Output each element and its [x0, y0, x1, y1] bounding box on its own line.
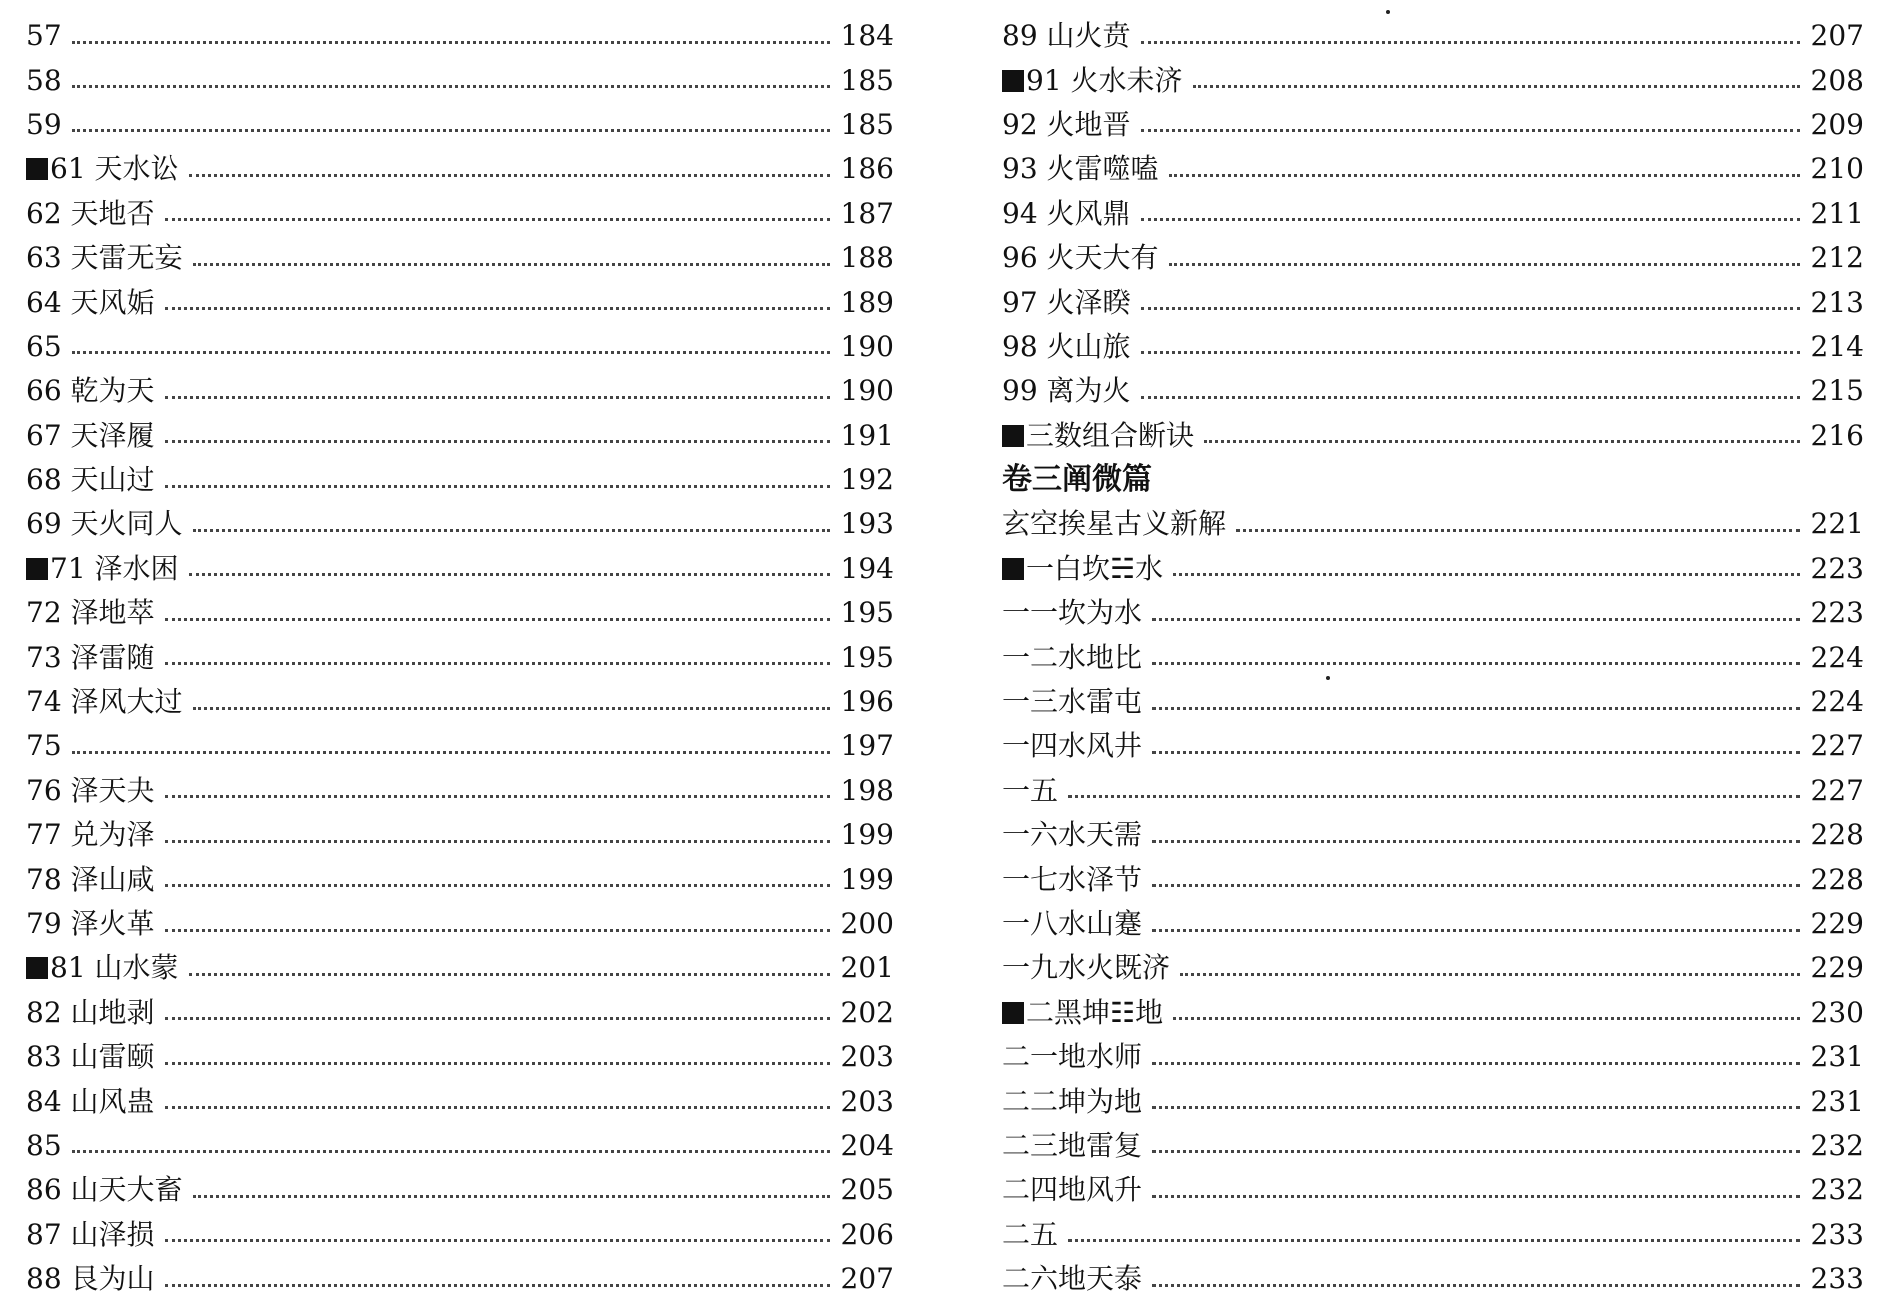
- toc-entry-title: 79 泽火革: [26, 907, 155, 940]
- toc-entry-label: [1002, 551, 1164, 585]
- toc-entry: [26, 769, 894, 813]
- dot-leader: [1141, 41, 1800, 44]
- dot-leader: [1152, 929, 1800, 932]
- toc-entry: [26, 680, 894, 724]
- toc-entry-label: [26, 596, 155, 630]
- dot-leader: [165, 396, 830, 399]
- dot-leader: [1173, 573, 1800, 576]
- toc-entry-label: [26, 1173, 183, 1207]
- toc-entry-label: [1002, 907, 1143, 940]
- toc-page-number: 203: [840, 1084, 894, 1118]
- toc-page-number: 230: [1810, 995, 1864, 1029]
- toc-entry: [1002, 325, 1864, 369]
- toc-entry-label: [26, 241, 183, 275]
- dot-leader: [1169, 263, 1800, 266]
- toc-page-number: 231: [1810, 1040, 1864, 1074]
- toc-left-column: [26, 14, 894, 1301]
- toc-entry: [26, 502, 894, 546]
- toc-entry: [1002, 946, 1864, 990]
- dot-leader: [165, 1239, 830, 1242]
- toc-entry-label: [1002, 152, 1159, 186]
- toc-page-number: 204: [840, 1128, 894, 1162]
- toc-entry: [1002, 192, 1864, 236]
- dot-leader: [189, 973, 830, 976]
- toc-page-number: 214: [1810, 329, 1864, 363]
- toc-entry: [26, 103, 894, 147]
- toc-entry-label: [26, 152, 179, 186]
- toc-entry-title: 二二坤为地: [1002, 1084, 1143, 1118]
- toc-entry-title: 86 山天大畜: [26, 1173, 183, 1207]
- dot-leader: [1169, 174, 1800, 177]
- toc-entry: [1002, 1124, 1864, 1168]
- toc-entry: [1002, 1168, 1864, 1212]
- toc-page-number: 232: [1810, 1173, 1864, 1207]
- dot-leader: [165, 218, 830, 221]
- toc-entry-title: 87 山泽损: [26, 1217, 155, 1251]
- dot-leader: [1236, 529, 1800, 532]
- black-square-marker-icon: [1002, 558, 1024, 580]
- toc-entry: [26, 192, 894, 236]
- toc-entry-title: 66 乾为天: [26, 374, 155, 408]
- toc-entry-label: [1002, 596, 1143, 630]
- toc-entry-title: 61 天水讼: [50, 152, 179, 186]
- toc-entry: [1002, 635, 1864, 679]
- toc-page-number: 213: [1810, 285, 1864, 319]
- toc-entry-title: 97 火泽睽: [1002, 285, 1131, 319]
- toc-entry: [1002, 280, 1864, 324]
- toc-entry-title: 84 山风蛊: [26, 1084, 155, 1118]
- toc-entry: [26, 280, 894, 324]
- toc-page-number: 200: [840, 907, 894, 940]
- toc-entry-title: 一六水天需: [1002, 818, 1143, 852]
- toc-entry: [1002, 58, 1864, 102]
- dot-leader: [193, 263, 830, 266]
- toc-entry: [1002, 1213, 1864, 1257]
- toc-entry: [1002, 147, 1864, 191]
- toc-entry-title: 68 天山过: [26, 463, 155, 497]
- toc-page-number: 207: [1810, 19, 1864, 53]
- toc-entry: [26, 1213, 894, 1257]
- toc-page-number: 233: [1810, 1217, 1864, 1251]
- toc-entry: [1002, 14, 1864, 58]
- dot-leader: [189, 573, 830, 576]
- toc-entry: [26, 547, 894, 591]
- toc-entry-label: [1002, 1262, 1143, 1296]
- dot-leader: [165, 307, 830, 310]
- toc-entry-title: 二黑坤☷地: [1026, 995, 1164, 1029]
- toc-entry-label: [1002, 1040, 1143, 1074]
- toc-page-number: 195: [840, 640, 894, 674]
- toc-entry-label: [26, 640, 155, 674]
- dot-leader: [1152, 884, 1800, 887]
- dot-leader: [72, 85, 830, 88]
- toc-page-number: 229: [1810, 951, 1864, 985]
- toc-entry-label: [1002, 329, 1131, 363]
- toc-entry-title: 94 火风鼎: [1002, 196, 1131, 230]
- toc-entry-label: [1002, 418, 1195, 452]
- black-square-marker-icon: [26, 957, 48, 979]
- toc-page-number: 232: [1810, 1128, 1864, 1162]
- toc-page-number: 227: [1810, 773, 1864, 807]
- toc-entry-label: [1002, 196, 1131, 230]
- dot-leader: [1152, 1062, 1800, 1065]
- toc-entry-title: 69 天火同人: [26, 507, 183, 541]
- dot-leader: [193, 1195, 830, 1198]
- toc-entry: [26, 591, 894, 635]
- toc-entry-label: [1002, 374, 1131, 408]
- toc-entry: [26, 147, 894, 191]
- dot-leader: [165, 929, 830, 932]
- toc-entry: [26, 369, 894, 413]
- toc-entry: [26, 1035, 894, 1079]
- toc-page-number: 212: [1810, 241, 1864, 275]
- toc-entry-label: [1002, 285, 1131, 319]
- toc-page-number: 228: [1810, 862, 1864, 896]
- toc-entry-label: [1002, 19, 1131, 53]
- toc-entry: [26, 1168, 894, 1212]
- toc-entry-title: 98 火山旅: [1002, 329, 1131, 363]
- toc-entry: [26, 14, 894, 58]
- dot-leader: [1152, 751, 1800, 754]
- toc-entry-title: 59: [26, 107, 62, 141]
- black-square-marker-icon: [26, 558, 48, 580]
- toc-page-number: 190: [840, 374, 894, 408]
- toc-entry: [26, 236, 894, 280]
- toc-entry-label: [26, 1262, 155, 1296]
- toc-entry-title: 62 天地否: [26, 196, 155, 230]
- toc-entry-title: 64 天风姤: [26, 285, 155, 319]
- toc-page-number: 190: [840, 329, 894, 363]
- toc-entry-title: 一四水风井: [1002, 729, 1143, 763]
- toc-page-number: 202: [840, 995, 894, 1029]
- toc-entry-title: 一一坎为水: [1002, 596, 1143, 630]
- toc-entry-title: 92 火地晋: [1002, 107, 1131, 141]
- toc-entry: [1002, 991, 1864, 1035]
- toc-entry-label: [1002, 107, 1131, 141]
- toc-entry-title: 85: [26, 1128, 62, 1162]
- dot-leader: [165, 884, 830, 887]
- dot-leader: [1152, 1150, 1800, 1153]
- toc-entry: [26, 1257, 894, 1301]
- dot-leader: [165, 1062, 830, 1065]
- dot-leader: [165, 440, 830, 443]
- toc-entry-label: [1002, 685, 1143, 719]
- toc-entry: [1002, 591, 1864, 635]
- toc-entry-title: 一八水山蹇: [1002, 907, 1143, 940]
- toc-entry-label: [26, 1084, 155, 1118]
- dot-leader: [1152, 840, 1800, 843]
- toc-entry-label: [1002, 241, 1159, 275]
- black-square-marker-icon: [26, 158, 48, 180]
- toc-page-number: 221: [1810, 507, 1864, 541]
- toc-entry-title: 71 泽水困: [50, 551, 179, 585]
- toc-page-number: 197: [840, 729, 894, 763]
- toc-entry-label: [1002, 862, 1143, 896]
- toc-page-number: 209: [1810, 107, 1864, 141]
- toc-entry-label: [26, 685, 183, 719]
- toc-entry-title: 玄空挨星古义新解: [1002, 507, 1227, 541]
- toc-entry-title: 77 兑为泽: [26, 818, 155, 852]
- toc-entry-title: 91 火水未济: [1026, 63, 1183, 97]
- dot-leader: [193, 707, 830, 710]
- toc-entry: [1002, 547, 1864, 591]
- toc-entry: [26, 58, 894, 102]
- toc-entry-label: [26, 507, 183, 541]
- toc-entry-label: [1002, 729, 1143, 763]
- toc-entry-title: 67 天泽履: [26, 418, 155, 452]
- toc-page-number: 223: [1810, 551, 1864, 585]
- toc-entry-label: [26, 19, 62, 53]
- toc-entry-label: [26, 329, 62, 363]
- toc-entry-title: 一三水雷屯: [1002, 685, 1143, 719]
- toc-entry: [26, 458, 894, 502]
- toc-entry-title: 78 泽山咸: [26, 862, 155, 896]
- toc-entry-label: [26, 463, 155, 497]
- toc-page-number: 201: [840, 951, 894, 985]
- toc-entry: [26, 325, 894, 369]
- dot-leader: [1068, 795, 1800, 798]
- dot-leader: [1152, 618, 1800, 621]
- dot-leader: [1152, 1284, 1800, 1287]
- toc-entry-title: 二五: [1002, 1217, 1059, 1251]
- dot-leader: [72, 41, 830, 44]
- dot-leader: [1152, 1106, 1800, 1109]
- toc-entry-label: [26, 729, 62, 763]
- toc-entry-label: [26, 818, 155, 852]
- toc-page-number: 187: [840, 196, 894, 230]
- toc-entry: [26, 1079, 894, 1123]
- dot-leader: [72, 751, 830, 754]
- toc-entry: [26, 946, 894, 990]
- toc-page-number: 207: [840, 1262, 894, 1296]
- dot-leader: [1068, 1239, 1800, 1242]
- toc-entry-title: 76 泽天夬: [26, 773, 155, 807]
- toc-entry-label: [26, 374, 155, 408]
- dot-leader: [189, 174, 830, 177]
- toc-entry-title: 83 山雷颐: [26, 1040, 155, 1074]
- toc-page-number: 223: [1810, 596, 1864, 630]
- dot-leader: [165, 840, 830, 843]
- toc-page-number: 195: [840, 596, 894, 630]
- toc-entry-label: [26, 551, 179, 585]
- dot-leader: [1173, 1017, 1800, 1020]
- toc-entry-label: [26, 907, 155, 940]
- black-square-marker-icon: [1002, 1002, 1024, 1024]
- toc-page-number: 196: [840, 685, 894, 719]
- dot-leader: [1141, 351, 1800, 354]
- toc-entry-title: 三数组合断诀: [1026, 418, 1195, 452]
- toc-page-number: 224: [1810, 685, 1864, 719]
- toc-entry-label: [1002, 1217, 1059, 1251]
- toc-page-number: 215: [1810, 374, 1864, 408]
- toc-page-number: 227: [1810, 729, 1864, 763]
- dot-leader: [1180, 973, 1800, 976]
- toc-entry-title: 二六地天泰: [1002, 1262, 1143, 1296]
- toc-entry-label: [1002, 1173, 1143, 1207]
- toc-entry-title: 73 泽雷随: [26, 640, 155, 674]
- dot-leader: [1141, 218, 1800, 221]
- toc-entry-label: [1002, 462, 1152, 498]
- toc-entry-title: 一二水地比: [1002, 640, 1143, 674]
- dot-leader: [1193, 85, 1800, 88]
- toc-entry: [26, 991, 894, 1035]
- dot-leader: [1152, 662, 1800, 665]
- toc-entry: [26, 1124, 894, 1168]
- toc-page-number: 186: [840, 152, 894, 186]
- toc-entry: [1002, 103, 1864, 147]
- black-square-marker-icon: [1002, 425, 1024, 447]
- toc-entry: [26, 724, 894, 768]
- toc-entry: [1002, 902, 1864, 946]
- toc-entry-title: 一白坎☵水: [1026, 551, 1164, 585]
- toc-page-number: 233: [1810, 1262, 1864, 1296]
- toc-entry-title: 93 火雷噬嗑: [1002, 152, 1159, 186]
- toc-entry-title: 81 山水蒙: [50, 951, 179, 985]
- toc-entry: [26, 813, 894, 857]
- toc-page-number: 211: [1810, 196, 1864, 230]
- dot-leader: [72, 129, 830, 132]
- toc-entry: [1002, 680, 1864, 724]
- toc-entry-title: 一九水火既济: [1002, 951, 1171, 985]
- toc-entry-title: 一五: [1002, 773, 1059, 807]
- dot-leader: [165, 662, 830, 665]
- toc-entry-label: [1002, 640, 1143, 674]
- dot-leader: [165, 618, 830, 621]
- dot-leader: [72, 351, 830, 354]
- dot-leader: [1152, 707, 1800, 710]
- toc-page-number: 210: [1810, 152, 1864, 186]
- toc-entry-title: 57: [26, 19, 62, 53]
- toc-page-number: 185: [840, 107, 894, 141]
- dot-leader: [193, 529, 830, 532]
- toc-entry-label: [26, 862, 155, 896]
- scan-speck: [1326, 676, 1330, 680]
- dot-leader: [1141, 307, 1800, 310]
- toc-entry-label: [1002, 1084, 1143, 1118]
- toc-page-number: 206: [840, 1217, 894, 1251]
- toc-entry: [26, 857, 894, 901]
- toc-page-number: 188: [840, 241, 894, 275]
- toc-page-number: 199: [840, 818, 894, 852]
- toc-entry-title: 二三地雷复: [1002, 1128, 1143, 1162]
- toc-entry: [1002, 1035, 1864, 1079]
- toc-entry-label: [26, 1128, 62, 1162]
- toc-entry-title: 96 火天大有: [1002, 241, 1159, 275]
- toc-entry-title: 88 艮为山: [26, 1262, 155, 1296]
- toc-page-number: 194: [840, 551, 894, 585]
- toc-page-number: 189: [840, 285, 894, 319]
- toc-entry-title: 63 天雷无妄: [26, 241, 183, 275]
- toc-page-number: 205: [840, 1173, 894, 1207]
- toc-entry: [1002, 236, 1864, 280]
- toc-entry: [26, 414, 894, 458]
- toc-entry: [1002, 769, 1864, 813]
- dot-leader: [165, 485, 830, 488]
- black-square-marker-icon: [1002, 70, 1024, 92]
- toc-entry: [1002, 857, 1864, 901]
- toc-entry-title: 82 山地剥: [26, 995, 155, 1029]
- toc-entry-title: 卷三阐微篇: [1002, 462, 1152, 498]
- toc-entry-title: 74 泽风大过: [26, 685, 183, 719]
- toc-entry: [1002, 414, 1864, 458]
- toc-entry-label: [26, 995, 155, 1029]
- toc-entry-title: 72 泽地萃: [26, 596, 155, 630]
- toc-entry-label: [1002, 951, 1171, 985]
- toc-page-number: 228: [1810, 818, 1864, 852]
- toc-entry-label: [26, 196, 155, 230]
- dot-leader: [1204, 440, 1800, 443]
- toc-entry-label: [26, 107, 62, 141]
- toc-entry-label: [26, 418, 155, 452]
- toc-entry: [1002, 1257, 1864, 1301]
- toc-entry-title: 99 离为火: [1002, 374, 1131, 408]
- toc-page-number: 193: [840, 507, 894, 541]
- toc-entry-label: [26, 63, 62, 97]
- toc-entry: [1002, 724, 1864, 768]
- section-heading: [1002, 458, 1864, 502]
- toc-entry-label: [26, 285, 155, 319]
- dot-leader: [1141, 396, 1800, 399]
- toc-entry-label: [1002, 818, 1143, 852]
- toc-entry-label: [1002, 63, 1183, 97]
- toc-page-number: 203: [840, 1040, 894, 1074]
- dot-leader: [165, 1106, 830, 1109]
- toc-entry-label: [26, 1217, 155, 1251]
- toc-entry-title: 二一地水师: [1002, 1040, 1143, 1074]
- toc-page-number: 192: [840, 463, 894, 497]
- toc-entry-title: 89 山火贲: [1002, 19, 1131, 53]
- toc-entry-label: [1002, 995, 1164, 1029]
- toc-entry-title: 58: [26, 63, 62, 97]
- toc-entry-label: [26, 1040, 155, 1074]
- toc-page-number: 199: [840, 862, 894, 896]
- toc-page-number: 231: [1810, 1084, 1864, 1118]
- scan-speck: [1386, 10, 1390, 14]
- toc-entry-label: [26, 951, 179, 985]
- toc-entry-label: [1002, 507, 1227, 541]
- toc-page-number: 198: [840, 773, 894, 807]
- toc-page-number: 191: [840, 418, 894, 452]
- toc-entry-title: 一七水泽节: [1002, 862, 1143, 896]
- toc-entry-label: [26, 773, 155, 807]
- toc-entry: [26, 635, 894, 679]
- toc-entry: [1002, 1079, 1864, 1123]
- toc-right-column: [1002, 14, 1864, 1301]
- dot-leader: [1141, 129, 1800, 132]
- dot-leader: [1152, 1195, 1800, 1198]
- toc-page-number: 184: [840, 19, 894, 53]
- toc-entry: [1002, 369, 1864, 413]
- toc-entry-title: 75: [26, 729, 62, 763]
- toc-entry-label: [1002, 773, 1059, 807]
- toc-entry-title: 二四地风升: [1002, 1173, 1143, 1207]
- toc-entry: [26, 902, 894, 946]
- toc-page-number: 224: [1810, 640, 1864, 674]
- dot-leader: [72, 1150, 830, 1153]
- toc-entry: [1002, 813, 1864, 857]
- toc-page-number: 229: [1810, 907, 1864, 940]
- toc-page-number: 208: [1810, 63, 1864, 97]
- toc-entry: [1002, 502, 1864, 546]
- dot-leader: [165, 1017, 830, 1020]
- dot-leader: [165, 795, 830, 798]
- toc-entry-title: 65: [26, 329, 62, 363]
- toc-page-number: 185: [840, 63, 894, 97]
- toc-page-number: 216: [1810, 418, 1864, 452]
- dot-leader: [165, 1284, 830, 1287]
- toc-entry-label: [1002, 1128, 1143, 1162]
